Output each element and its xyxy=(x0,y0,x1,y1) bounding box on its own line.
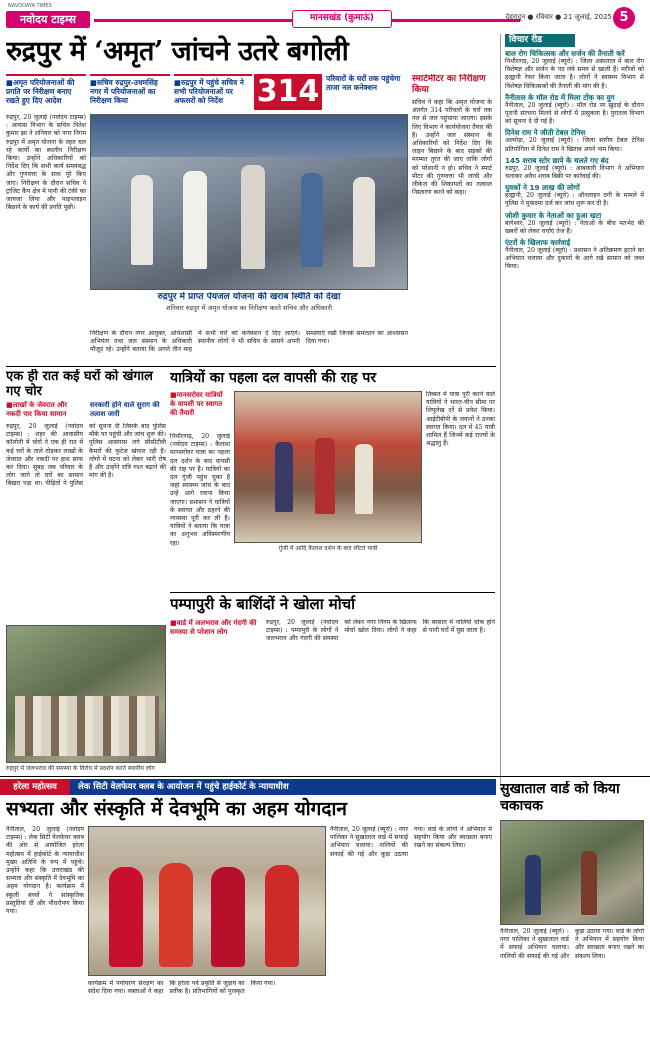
yatra-photo-caption: गुंजी में आदि कैलाश दर्शन के बाद लौटते यात्री xyxy=(278,545,378,552)
lead-sidebox-head: स्मार्टमीटर का निरीक्षण किया xyxy=(412,74,486,95)
sidebar-item-body: अल्मोड़ा, 20 जुलाई (ब्यूरो) : जिला स्तरीय टेबल टेनिस प्रतियोगिता में दिनेश राम ने खिताब अपने नाम किया। xyxy=(505,137,644,153)
lead-big-number: 314 xyxy=(254,74,322,110)
burglary-sub: ■लाखों के जेवरात और नकदी पार किया सामान xyxy=(6,401,68,418)
worker-1 xyxy=(525,855,541,915)
yatra-body-far-text: तिब्बत में यात्रा पूरी करने वाले यात्रियों ने भारत-चीन सीमा पर लिपुलेख दर्रे से प्रवेश किया। आईटीबीपी के जवानों ने उनका स्वागत किया। दल में 45 यात्री शामिल हैं जिनमें कई राज्यों के श्रद्धालु हैं। xyxy=(426,391,495,448)
pampapuri-headline: पम्पापुरी के बाशिंदों ने खोला मोर्चा xyxy=(170,595,356,613)
masthead-dateline: देहरादून ● रविवार ● 21 जुलाई, 2025 xyxy=(505,13,612,21)
bottom-headline: सभ्यता और संस्कृति में देवभूमि का अहम योगदान xyxy=(6,798,347,820)
burglary-story xyxy=(6,369,166,591)
pampapuri-body-text: रुद्रपुर, 20 जुलाई (नवोदय टाइम्स) : पम्पापुरी के लोगों ने जलभराव और गंदगी की समस्या को लेकर नगर निगम के खिलाफ मोर्चा खोल दिया। लोगों ने कहा कि बरसात में नालियां चोक होने से पानी घरों में घुस जाता है। xyxy=(266,619,495,643)
sidebar-label: विचार रीड xyxy=(505,34,575,47)
photo-person-3 xyxy=(241,165,265,269)
sidebar-item-body: हल्द्वानी, 20 जुलाई (ब्यूरो) : ऑनलाइन ठगी के मामले में पुलिस ने मुकदमा दर्ज कर जांच शुरू कर दी है। xyxy=(505,192,644,208)
sidebar-item xyxy=(505,183,644,208)
bottom-body-text: नैनीताल, 20 जुलाई (नवोदय टाइम्स) : लेक सिटी वेलफेयर क्लब की ओर से आयोजित हरेला महोत्सव में हाईकोर्ट के न्यायाधीश मुख्य अतिथि के रूप में पहुंचे। उन्होंने कहा कि उत्तराखंड की सभ्यता और संस्कृति में देवभूमि का अहम योगदान है। कार्यक्रम में स्कूली बच्चों ने सांस्कृतिक प्रस्तुतियां दीं और पौधरोपण किया गया। xyxy=(6,826,84,916)
lead-photo-caption-head: रुद्रपुर में प्राप्त पेयजल योजना की खराब स्थिति को देखा xyxy=(157,292,341,302)
sidebar-item xyxy=(505,211,644,236)
photo-person-1 xyxy=(131,175,153,265)
sidebar xyxy=(500,34,644,784)
bottom-body-2-text: कार्यक्रम में पर्यावरण संरक्षण का संदेश दिया गया। वक्ताओं ने कहा कि हरेला पर्व प्रकृति से जुड़ाव का प्रतीक है। प्रतिभागियों को पुरस्कृत किया गया। xyxy=(88,980,276,996)
lead-story xyxy=(0,34,495,364)
photo-figure-2 xyxy=(315,438,335,514)
pampapuri-sub: ■वार्ड में जलभराव और गंदगी की समस्या से परेशान लोग xyxy=(170,619,257,636)
sukhatal-photo xyxy=(500,820,644,925)
bottom-right-body-text: नैनीताल, 20 जुलाई (ब्यूरो) : नगर पालिका ने सुखाताल वार्ड में सफाई अभियान चलाया। नालियों की सफाई की गई और कूड़ा उठाया गया। वार्ड के लोगों ने अभियान में सहयोग किया और स्वच्छता बनाए रखने का संकल्प लिया। xyxy=(330,826,492,858)
dancer-1 xyxy=(109,867,143,967)
sidebar-item xyxy=(505,93,644,127)
sidebar-item xyxy=(505,156,644,181)
divider-1 xyxy=(6,366,496,367)
sidebar-item-head: बाल रोग चिकित्सक और सर्जन की तैनाती करें xyxy=(505,49,625,58)
sidebar-item-body: रुद्रपुर, 20 जुलाई (ब्यूरो) : आबकारी विभाग ने अभियान चलाकर अवैध शराब बिक्री पर कार्रवाई की। xyxy=(505,164,644,181)
photo-person-2 xyxy=(183,171,207,269)
dancer-3 xyxy=(211,867,245,967)
burglary-sub-2: सरकारी होने वाले सुराग की तलाश जारी xyxy=(90,401,160,418)
lead-photo xyxy=(90,114,408,290)
yatra-body xyxy=(170,433,230,589)
bottom-body-2 xyxy=(88,980,326,1038)
pampapuri-photo-caption: रुद्रपुर में जलभराव की समस्या के विरोध में प्रदर्शन करते स्थानीय लोग xyxy=(6,765,155,772)
photo-roof xyxy=(91,115,408,157)
sukhatal-headline: सुखाताल वार्ड को किया चकाचक xyxy=(500,781,620,814)
sukhatal-body-text: नैनीताल, 20 जुलाई (ब्यूरो) : नगर पालिका ने सुखाताल वार्ड में सफाई अभियान चलाया। नालियों की सफाई की गई और कूड़ा उठाया गया। वार्ड के लोगों ने अभियान में सहयोग किया और स्वच्छता बनाए रखने का संकल्प लिया। xyxy=(500,928,644,960)
yatra-photo xyxy=(234,391,422,543)
lead-body-b-text: सचिव ने कहा कि अमृत योजना के अंतर्गत 314 परिवारों के घरों तक नल से जल पहुंचाया जाएगा। इसके लिए विभाग ने कार्ययोजना तैयार की है। उन्होंने जल संस्थान के अधिकारियों को निर्देश दिए कि लाइन बिछाने के बाद सड़कों की मरम्मत तुरंत की जाए ताकि लोगों को परेशानी न हो। सचिव ने स्मार्ट मीटर की गुणवत्ता भी जांची और लीकेज की शिकायतों का तत्काल निस्तारण करने को कहा। xyxy=(412,99,492,197)
sidebar-item-head: 145 शराब स्टोर छापे के चलते गए बंद xyxy=(505,155,609,165)
sidebar-item-body: नैनीताल, 20 जुलाई (ब्यूरो) : प्रशासन ने अतिक्रमण हटाने का अभियान चलाया और दुकानों के आगे रखे सामान को जब्त किया। xyxy=(505,247,644,271)
lead-deck-2: ■सचिव रुद्रपुर-उधमसिंह नगर में परियोजनाओं का निरीक्षण किया xyxy=(90,74,170,110)
photo-person-4 xyxy=(301,173,323,267)
burglary-body-text: रुद्रपुर, 20 जुलाई (नवोदय टाइम्स) : शहर की आवासीय कॉलोनी में चोरों ने एक ही रात में कई घरों के ताले तोड़कर लाखों के जेवरात और नकदी पर हाथ साफ कर दिया। सुबह जब परिवार के लोग जागे तो घरों का सामान बिखरा पड़ा था। पीड़ितों ने पुलिस को सूचना दी जिसके बाद पुलिस मौके पर पहुंची और जांच शुरू की। पुलिस आसपास लगे सीसीटीवी कैमरों की फुटेज खंगाल रही है। लोगों में घटना को लेकर भारी रोष है और उन्होंने रात्रि गश्त बढ़ाने की मांग की है। xyxy=(6,423,166,488)
sidebar-item-body: बागेश्वर, 20 जुलाई (ब्यूरो) : नेताओं के बीच मतभेद की खबरों को लेकर चर्चाएं तेज हैं। xyxy=(505,219,644,235)
pampapuri-photo xyxy=(6,625,166,763)
worker-2 xyxy=(581,851,597,915)
lead-big-number-text: परिवारों के घरों तक पहुंचेगा ताजा नल कनेक्शन xyxy=(326,74,401,92)
masthead xyxy=(0,0,650,32)
lead-photo-caption: शनिवार रुद्रपुर में अमृत योजना का निरीक्षण करते सचिव और अधिकारी xyxy=(166,304,332,312)
page-number: 5 xyxy=(613,7,635,29)
lead-deck-1: ■अमृत परियोजनाओं की प्रगति पर निरीक्षण बनाए रखते हुए दिए आदेश xyxy=(6,74,86,110)
lead-headline: रुद्रपुर में ‘अमृत’ जांचने उतरे बगोली xyxy=(6,36,349,67)
yatra-body-far xyxy=(426,391,495,589)
lead-deck-3: ■रुद्रपुर में पहुंचे सचिव ने सभी परियोजनाओं पर अफसरों को निर्देश xyxy=(174,74,252,110)
bottom-right-text xyxy=(330,826,492,1038)
sidebar-item-body: पिथौरागढ़, 20 जुलाई (ब्यूरो) : जिला अस्पताल में बाल रोग विशेषज्ञ और सर्जन के पद लंबे समय से खाली हैं। मरीजों को हल्द्वानी रेफर किया जाता है। लोगों ने स्वास्थ्य विभाग से विशेषज्ञ चिकित्सकों की तैनाती की मांग की है। xyxy=(505,58,644,90)
sidebar-item-body: नैनीताल, 20 जुलाई (ब्यूरो) : मॉल रोड पर खुदाई के दौरान पुरानी संरचना मिलने से लोगों में उत्सुकता है। पुरातत्व विभाग को सूचना दे दी गई है। xyxy=(505,101,644,126)
sidebar-item-head: एंटरों के खिलाफ कार्रवाई xyxy=(505,238,571,248)
bottom-body xyxy=(6,826,84,1038)
sidebar-item xyxy=(505,49,644,91)
photo-figure-3 xyxy=(355,444,373,514)
sidebar-item xyxy=(505,238,644,272)
lead-body-c-text: निरीक्षण के दौरान नगर आयुक्त, अधिशासी अभियंता तथा जल संस्थान के अधिकारी मौजूद रहे। उन्होंने बताया कि अगले तीन माह में सभी घरों को कनेक्शन दे दिए जाएंगे। स्थानीय लोगों ने भी सचिव के सामने अपनी समस्याएं रखीं जिनके समाधान का आश्वासन दिया गया। xyxy=(90,330,408,354)
burglary-headline: एक ही रात कई घरों को खंगाल गए चोर xyxy=(6,369,153,399)
yatra-story xyxy=(170,369,495,591)
photo-person-5 xyxy=(353,177,375,267)
pampapuri-body xyxy=(266,619,495,761)
photo-figure-1 xyxy=(275,442,293,512)
sidebar-item-head: नैनीताल के मॉल रोड में मिला टोंक का युग xyxy=(505,92,615,102)
sidebar-item xyxy=(505,128,644,153)
sidebar-item-head: जोशी कुमार के नेताओं का हुआ खटा xyxy=(505,210,602,220)
bottom-strap-bar xyxy=(0,779,496,795)
burglary-body xyxy=(6,423,166,589)
yatra-sub: ■मानसरोवर यात्रियों के वापसी पर स्वागत की तैयारी xyxy=(170,391,223,417)
sukhatal-body xyxy=(500,928,644,1038)
masthead-rule xyxy=(94,19,292,22)
yatra-headline: यात्रियों का पहला दल वापसी की राह पर xyxy=(170,370,377,386)
crowd xyxy=(15,696,159,756)
yatra-body-text: पिथौरागढ़, 20 जुलाई (नवोदय टाइम्स) : कैलाश मानसरोवर यात्रा का पहला दल दर्शन के बाद वापसी की राह पर है। यात्रियों का दल गुंजी पहुंच चुका है जहां स्वास्थ्य जांच के बाद उन्हें आगे रवाना किया जाएगा। प्रशासन ने यात्रियों के स्वागत और ठहरने की व्यवस्था पूरी कर ली है। यात्रियों ने बताया कि यात्रा का अनुभव अविस्मरणीय रहा। xyxy=(170,433,230,547)
bottom-strap: लेक सिटी वेलफेयर क्लब के आयोजन में पहुंचे हाईकोर्ट के न्यायाधीश xyxy=(78,782,289,792)
masthead-small-label: NAVODAYA TIMES xyxy=(8,3,52,9)
dancer-2 xyxy=(159,863,193,967)
pampapuri-story xyxy=(170,595,495,765)
sidebar-item-head: युवकों ने 19 लाख की लोगों xyxy=(505,183,580,193)
dancer-4 xyxy=(265,865,299,967)
divider-2 xyxy=(170,592,495,593)
masthead-logo: नवोदय टाइम्स xyxy=(6,11,90,28)
lead-body-a-text: रुद्रपुर, 20 जुलाई (नवोदय टाइम्स) : आवास विभाग के सचिव नितेश कुमार झा ने शनिवार को नगर निगम रुद्रपुर में अमृत योजना के तहत चल रहे कार्यों का स्थलीय निरीक्षण किया। उन्होंने अधिकारियों को निर्देश दिए कि सभी कार्य समयबद्ध और गुणवत्ता के साथ पूरे किए जाएं। निरीक्षण के दौरान सचिव ने ट्रांजिट कैंप क्षेत्र में पानी की टंकी का जायजा लिया और पाइपलाइन बिछाने के कार्य की प्रगति पूछी। xyxy=(6,114,86,212)
lead-sidebox xyxy=(412,74,492,328)
bottom-photo xyxy=(88,826,326,976)
sidebar-item-head: दिनेश राम ने जीती टेबल टेनिस xyxy=(505,128,586,138)
lead-body-a xyxy=(6,114,86,328)
masthead-section: मानसखंड (कुमाऊं) xyxy=(292,10,392,28)
divider-3 xyxy=(0,776,650,777)
lead-body-c xyxy=(90,330,408,362)
bottom-tag: हरेला महोत्सव xyxy=(0,779,70,795)
